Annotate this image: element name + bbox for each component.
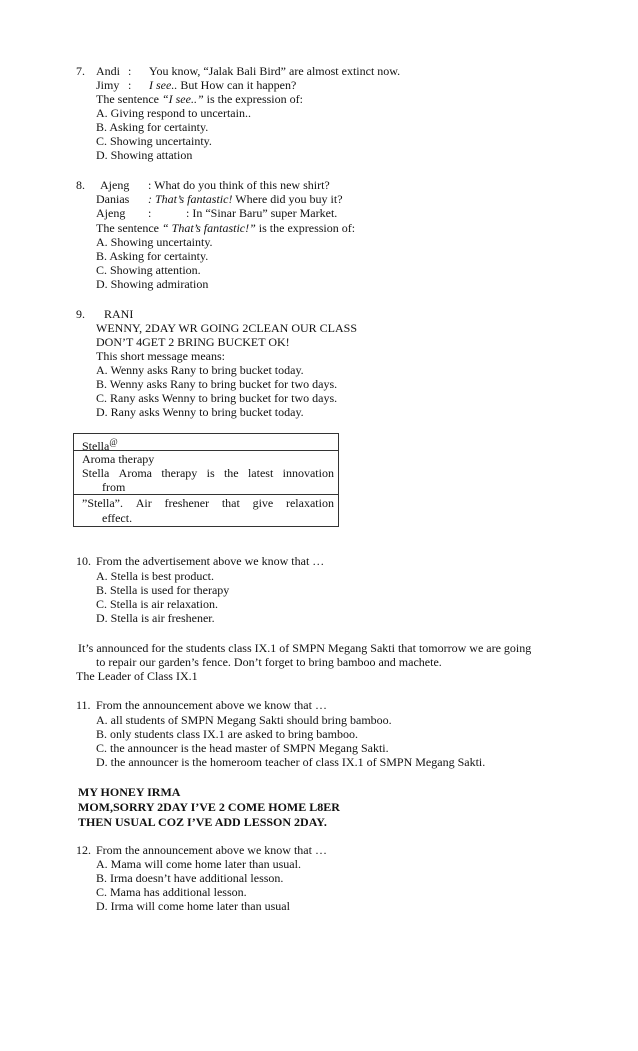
- q10-stem: From the advertisement above we know that …: [96, 554, 325, 568]
- announcement-line-1: It’s announced for the students class IX.1 of SMPN Megang Sakti that tomorrow we are going: [78, 641, 532, 655]
- ad-desc-line-4: effect.: [102, 511, 133, 525]
- ad-divider-2: [74, 494, 338, 495]
- announcement-signature: The Leader of Class IX.1: [76, 669, 198, 683]
- q8-option-b: B. Asking for certainty.: [96, 249, 209, 263]
- q9-option-d: D. Rany asks Wenny to bring bucket today.: [96, 405, 304, 419]
- q9-sender: RANI: [104, 307, 134, 321]
- ad-word: give: [252, 496, 274, 510]
- q11-number: 11.: [76, 698, 91, 712]
- q7-jimy-name: Jimy: [96, 78, 120, 92]
- ad-word: that: [221, 496, 240, 510]
- ad-word: Stella: [82, 466, 110, 480]
- q7-option-c: C. Showing uncertainty.: [96, 134, 212, 148]
- ad-word: Air: [135, 496, 152, 510]
- q9-option-c: C. Rany asks Wenny to bring bucket for two days.: [96, 391, 338, 405]
- sms2-line-1: MY HONEY IRMA: [78, 785, 181, 799]
- q11-option-a: A. all students of SMPN Megang Sakti should bring bamboo.: [96, 713, 392, 727]
- q11-option-c: C. the announcer is the head master of SMPN Megang Sakti.: [96, 741, 389, 755]
- ad-desc-line-2: from: [102, 480, 126, 494]
- q8-ajeng2-line: : In “Sinar Baru” super Market.: [186, 206, 338, 220]
- q9-sms-line-2: DON’T 4GET 2 BRING BUCKET OK!: [96, 335, 290, 349]
- q8-danias-line: [148, 192, 343, 206]
- q9-option-a: A. Wenny asks Rany to bring bucket today.: [96, 363, 304, 377]
- q7-andi-name: Andi: [96, 64, 120, 78]
- ad-word: Aroma: [118, 466, 152, 480]
- sms2-line-2: MOM,SORRY 2DAY I’VE 2 COME HOME L8ER: [78, 800, 340, 814]
- q10-option-c: C. Stella is air relaxation.: [96, 597, 218, 611]
- q12-stem: From the announcement above we know that …: [96, 843, 327, 857]
- q7-stem-quote: “I see..”: [161, 92, 204, 106]
- q7-jimy-colon: :: [128, 78, 132, 92]
- q7-stem-a: The sentence: [96, 92, 162, 106]
- q8-stem-quote: “ That’s fantastic!”: [161, 221, 256, 235]
- q8-ajeng-line: : What do you think of this new shirt?: [148, 178, 330, 192]
- ad-brand-name: Stella: [82, 439, 110, 453]
- q8-stem-a: The sentence: [96, 221, 162, 235]
- q11-stem: From the announcement above we know that …: [96, 698, 327, 712]
- ad-product: Aroma therapy: [82, 452, 155, 466]
- ad-word: latest: [247, 466, 274, 480]
- q10-option-b: B. Stella is used for therapy: [96, 583, 230, 597]
- ad-word: therapy: [161, 466, 198, 480]
- q8-stem-b: is the expression of:: [255, 221, 356, 235]
- q7-andi-colon: :: [128, 64, 132, 78]
- q11-option-d: D. the announcer is the homeroom teacher of class IX.1 of SMPN Megang Sakti.: [96, 755, 486, 769]
- ad-word: is: [206, 466, 215, 480]
- q7-option-d: D. Showing attation: [96, 148, 193, 162]
- q12-number: 12.: [76, 843, 91, 857]
- q12-option-a: A. Mama will come home later than usual.: [96, 857, 301, 871]
- q9-stem: This short message means:: [96, 349, 225, 363]
- q12-option-d: D. Irma will come home later than usual: [96, 899, 290, 913]
- q7-jimy-italic: I see..: [149, 78, 178, 92]
- q8-ajeng-name: Ajeng: [100, 178, 130, 192]
- q8-option-c: C. Showing attention.: [96, 263, 201, 277]
- q9-sms-line-1: WENNY, 2DAY WR GOING 2CLEAN OUR CLASS: [96, 321, 358, 335]
- ad-brand: [82, 435, 334, 453]
- q7-option-b: B. Asking for certainty.: [96, 120, 209, 134]
- announcement-line-2: to repair our garden’s fence. Don’t forget to bring bamboo and machete.: [96, 655, 442, 669]
- q9-option-b: B. Wenny asks Rany to bring bucket for two days.: [96, 377, 338, 391]
- q7-jimy-line: [149, 78, 296, 92]
- ad-word: freshener: [164, 496, 210, 510]
- q7-option-a: A. Giving respond to uncertain..: [96, 106, 251, 120]
- ad-word: relaxation: [285, 496, 334, 510]
- q7-stem: [96, 92, 303, 106]
- ad-word: the: [223, 466, 239, 480]
- q8-danias-name: Danias: [96, 192, 130, 206]
- ad-desc-line-3: [82, 496, 334, 510]
- q8-number: 8.: [76, 178, 85, 192]
- q8-danias-italic: : That’s fantastic!: [148, 192, 233, 206]
- q7-andi-line: You know, “Jalak Bali Bird” are almost extinct now.: [149, 64, 401, 78]
- q8-danias-rest: Where did you buy it?: [232, 192, 343, 206]
- q10-option-d: D. Stella is air freshener.: [96, 611, 215, 625]
- q11-option-b: B. only students class IX.1 are asked to bring bamboo.: [96, 727, 358, 741]
- q9-number: 9.: [76, 307, 85, 321]
- ad-brand-mark: @: [109, 437, 118, 447]
- q8-option-a: A. Showing uncertainty.: [96, 235, 213, 249]
- ad-desc-line-1: [82, 466, 334, 480]
- q10-option-a: A. Stella is best product.: [96, 569, 214, 583]
- q10-number: 10.: [76, 554, 91, 568]
- q7-jimy-rest: But How can it happen?: [177, 78, 297, 92]
- q7-stem-b: is the expression of:: [203, 92, 303, 106]
- q8-option-d: D. Showing admiration: [96, 277, 209, 291]
- q12-option-c: C. Mama has additional lesson.: [96, 885, 247, 899]
- q8-stem: [96, 221, 355, 235]
- q8-ajeng2-name: Ajeng: [96, 206, 126, 220]
- ad-word: innovation: [282, 466, 334, 480]
- q12-option-b: B. Irma doesn’t have additional lesson.: [96, 871, 284, 885]
- sms2-line-3: THEN USUAL COZ I’VE ADD LESSON 2DAY.: [78, 815, 327, 829]
- q7-number: 7.: [76, 64, 85, 78]
- ad-word: ”Stella”.: [82, 496, 123, 510]
- q8-ajeng2-colon: :: [148, 206, 152, 220]
